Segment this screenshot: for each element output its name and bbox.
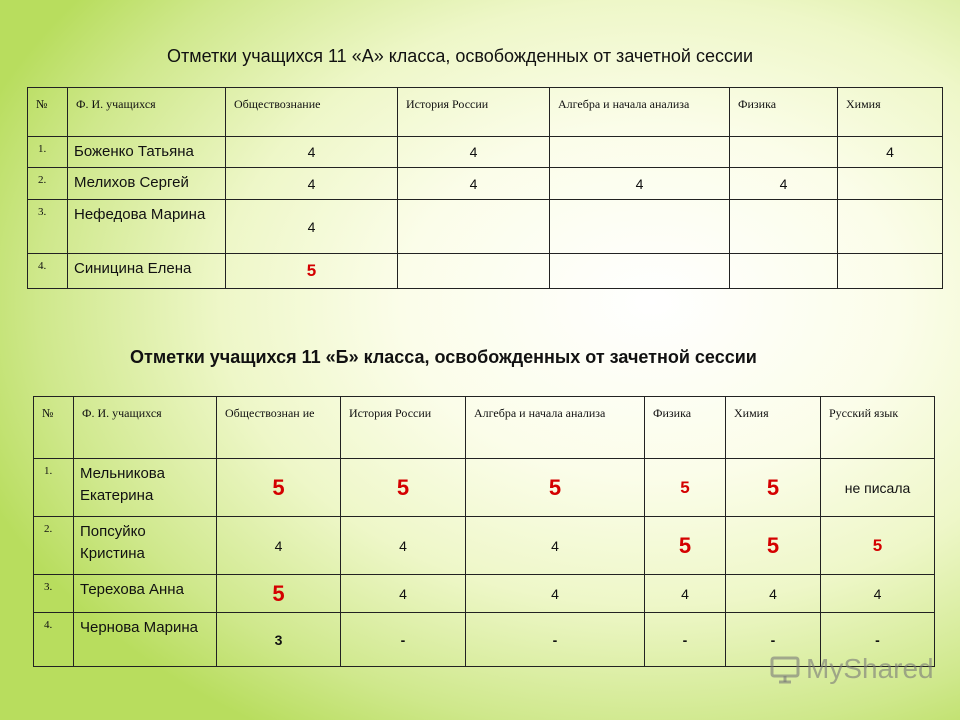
mark-social-studies: 4 [226,200,398,254]
mark-chemistry [838,168,943,200]
student-name: Мелихов Сергей [68,168,226,200]
row-number: 4. [28,254,68,289]
mark-chemistry: - [726,613,821,667]
mark-algebra [550,200,730,254]
presentation-icon [768,652,802,686]
mark-history: 4 [341,575,466,613]
mark-social-studies: 4 [217,517,341,575]
mark-algebra: 4 [466,575,645,613]
table-row [28,137,943,168]
col-header-social-studies: Обществознание [226,88,398,137]
mark-chemistry: 5 [726,459,821,517]
row-number: 4. [34,613,74,667]
student-name: Мельникова Екатерина [74,459,217,517]
mark-algebra: - [466,613,645,667]
watermark-text: MyShared [806,653,934,684]
row-number: 1. [34,459,74,517]
mark-russian: 5 [821,517,935,575]
table-b-title: Отметки учащихся 11 «Б» класса, освобожденных от зачетной сессии [130,347,757,367]
mark-physics [730,137,838,168]
mark-physics: 5 [645,517,726,575]
mark-history: 4 [341,517,466,575]
col-header-social-studies: Обществознан ие [217,397,341,459]
row-number: 2. [34,517,74,575]
mark-social-studies: 5 [217,575,341,613]
col-header-algebra: Алгебра и начала анализа [550,88,730,137]
mark-algebra [550,254,730,289]
mark-russian: 4 [821,575,935,613]
mark-chemistry: 4 [838,137,943,168]
mark-physics [730,254,838,289]
col-header-chemistry: Химия [726,397,821,459]
col-header-name: Ф. И. учащихся [74,397,217,459]
mark-algebra [550,137,730,168]
mark-social-studies: 5 [226,254,398,289]
mark-algebra: 5 [466,459,645,517]
mark-physics [730,200,838,254]
mark-history: 4 [398,137,550,168]
mark-history: - [341,613,466,667]
table-header-row [34,397,935,459]
grades-table-11b [33,396,935,667]
mark-history [398,254,550,289]
student-name: Синицина Елена [68,254,226,289]
mark-russian: - [821,613,935,667]
table-row [34,459,935,517]
col-header-number: № [28,88,68,137]
student-name: Попсуйко Кристина [74,517,217,575]
col-header-history: История России [398,88,550,137]
mark-algebra: 4 [550,168,730,200]
row-number: 1. [28,137,68,168]
student-name: Нефедова Марина [68,200,226,254]
table-row [28,200,943,254]
row-number: 3. [34,575,74,613]
mark-chemistry: 5 [726,517,821,575]
watermark [768,652,934,686]
row-number: 2. [28,168,68,200]
table-row [28,168,943,200]
mark-physics: 5 [645,459,726,517]
mark-chemistry [838,200,943,254]
grades-table-11a [27,87,943,289]
mark-chemistry [838,254,943,289]
table-row [34,517,935,575]
mark-physics: 4 [645,575,726,613]
mark-physics: 4 [730,168,838,200]
mark-social-studies: 4 [226,137,398,168]
col-header-physics: Физика [645,397,726,459]
mark-history [398,200,550,254]
student-name: Боженко Татьяна [68,137,226,168]
col-header-number: № [34,397,74,459]
mark-social-studies: 3 [217,613,341,667]
table-row [28,254,943,289]
col-header-history: История России [341,397,466,459]
col-header-russian: Русский язык [821,397,935,459]
table-row [34,575,935,613]
table-header-row [28,88,943,137]
mark-algebra: 4 [466,517,645,575]
col-header-chemistry: Химия [838,88,943,137]
mark-russian: не писала [821,459,935,517]
row-number: 3. [28,200,68,254]
mark-history: 5 [341,459,466,517]
col-header-algebra: Алгебра и начала анализа [466,397,645,459]
mark-history: 4 [398,168,550,200]
col-header-name: Ф. И. учащихся [68,88,226,137]
mark-physics: - [645,613,726,667]
mark-chemistry: 4 [726,575,821,613]
table-a-title: Отметки учащихся 11 «А» класса, освобожденных от зачетной сессии [167,46,754,66]
student-name: Чернова Марина [74,613,217,667]
col-header-physics: Физика [730,88,838,137]
student-name: Терехова Анна [74,575,217,613]
mark-social-studies: 5 [217,459,341,517]
mark-social-studies: 4 [226,168,398,200]
